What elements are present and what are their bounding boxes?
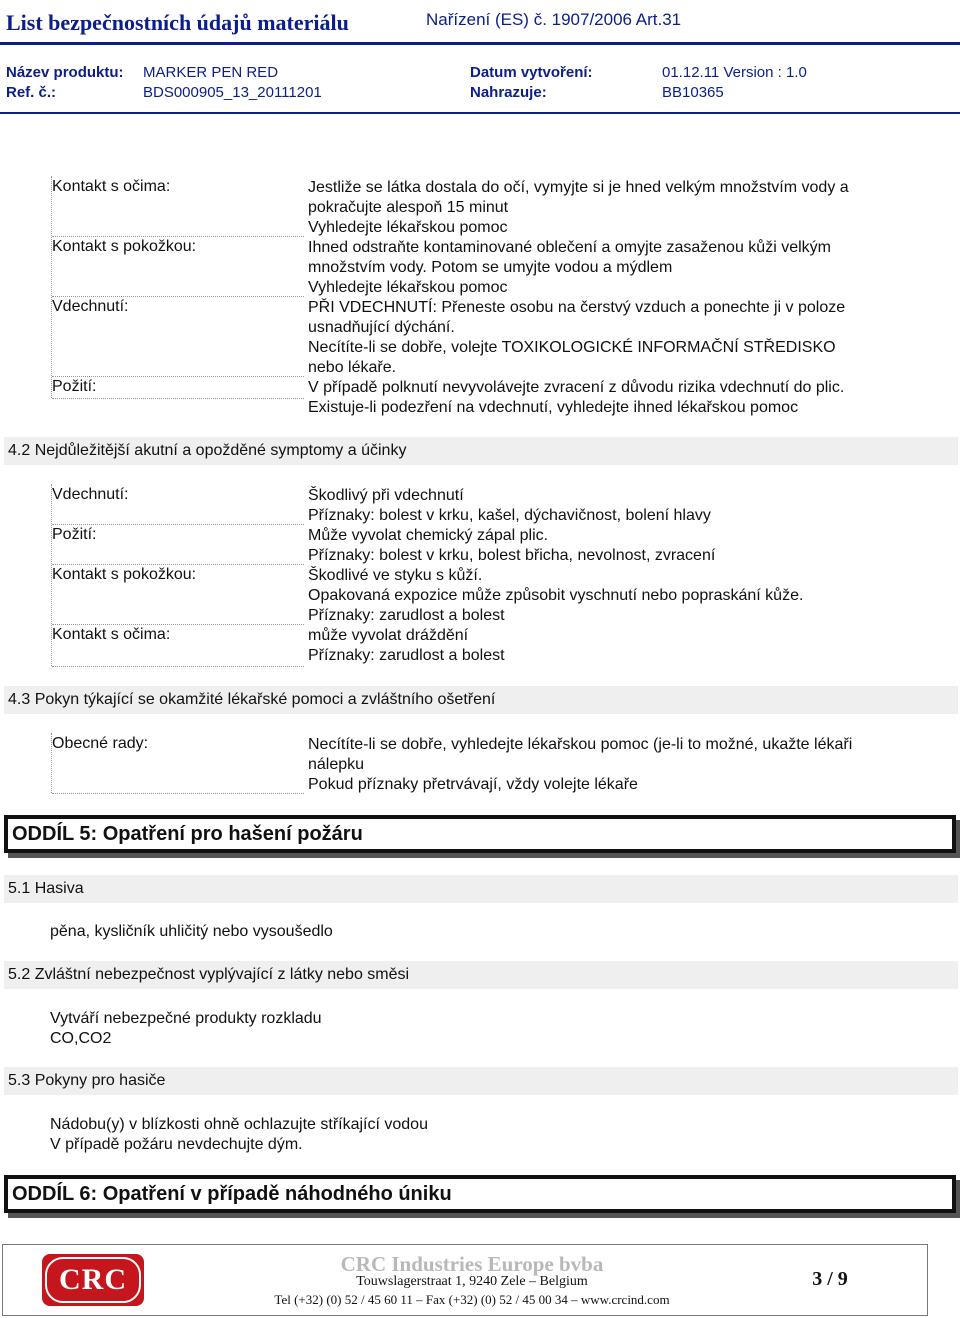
text-line: množstvím vody. Potom se umyjte vodou a mýdlem [308,259,673,276]
text-line: V případě požáru nevdechujte dým. [50,1136,303,1153]
symptoms-label-eyes: Kontakt s očima: [52,626,304,667]
text-line: Nádobu(y) v blízkosti ohně ochlazujte stříkající vodou [50,1116,428,1133]
text-line: Vyhledejte lékařskou pomoc [308,219,508,236]
subsection-4-2-heading: 4.2 Nejdůležitější akutní a opožděné symptomy a účinky [4,437,958,465]
text-line: Opakovaná expozice může způsobit vyschnutí nebo popraskání kůže. [308,587,804,604]
product-value: MARKER PEN RED [143,64,279,81]
text-line: Necítíte-li se dobře, volejte TOXIKOLOGICKÉ INFORMAČNÍ STŘEDISKO [308,339,836,356]
crc-logo-text: CRC [45,1257,141,1303]
regulation-reference: Nařízení (ES) č. 1907/2006 Art.31 [426,10,682,29]
first-aid-label-ingestion: Požití: [52,378,304,399]
advice-text [308,735,908,795]
crc-logo [42,1254,144,1306]
subsection-5-1-heading: 5.1 Hasiva [4,875,958,903]
first-aid-label-inhalation: Vdechnutí: [52,298,304,377]
text-line: Pokud příznaky přetrvávají, vždy volejte lékaře [308,776,638,793]
text-line: Příznaky: bolest v krku, bolest břicha, nevolnost, zvracení [308,547,716,564]
text-line: nebo lékaře. [308,359,397,376]
header-rule [0,42,960,45]
text-line: Příznaky: zarudlost a bolest [308,647,505,664]
subsection-4-3-heading: 4.3 Pokyn týkající se okamžité lékařské pomoci a zvláštního ošetření [4,686,958,714]
company-address: Touwslagerstraat 1, 9240 Zele – Belgium [356,1274,588,1289]
date-value: 01.12.11 Version : 1.0 [662,64,807,81]
advice-label: Obecné rady: [52,735,304,794]
symptoms-label-ingestion: Požití: [52,526,304,565]
text-line: pokračujte alespoň 15 minut [308,199,509,216]
replaces-label: Nahrazuje: [470,84,547,101]
subsection-5-2-heading: 5.2 Zvláštní nebezpečnost vyplývající z látky nebo směsi [4,961,958,989]
replaces-value: BB10365 [662,84,724,101]
subsection-5-3-heading: 5.3 Pokyny pro hasiče [4,1067,958,1095]
text-line: Existuje-li podezření na vdechnutí, vyhledejte ihned lékařskou pomoc [308,399,799,416]
page-number: 3 / 9 [812,1268,848,1290]
company-name: CRC Industries Europe bvba [340,1252,604,1276]
text-line: Necítíte-li se dobře, vyhledejte lékařskou pomoc (je-li to možné, ukažte lékaři [308,736,853,753]
text-line: Vyhledejte lékařskou pomoc [308,279,508,296]
text-line: může vyvolat dráždění [308,627,469,644]
text-line: Příznaky: bolest v krku, kašel, dýchavičnost, bolení hlavy [308,507,711,524]
extinguishing-media-text: pěna, kysličník uhličitý nebo vysoušedlo [50,923,333,940]
date-label: Datum vytvoření: [470,64,593,81]
first-aid-label-eyes: Kontakt s očima: [52,178,304,237]
company-contact: Tel (+32) (0) 52 / 45 60 11 – Fax (+32) (0) 52 / 45 00 34 – www.crcind.com [274,1292,670,1307]
text-line: Jestliže se látka dostala do očí, vymyjte si je hned velkým množstvím vody a [308,179,849,196]
text-line: Škodlivé ve styku s kůží. [308,567,483,584]
product-label: Název produktu: [6,64,124,81]
symptoms-text [308,486,908,666]
text-line: usnadňující dýchání. [308,319,455,336]
symptoms-label-inhalation: Vdechnutí: [52,486,304,525]
first-aid-label-skin: Kontakt s pokožkou: [52,238,304,297]
ref-label: Ref. č.: [6,84,57,101]
ref-value: BDS000905_13_20111201 [143,84,322,101]
text-line: PŘI VDECHNUTÍ: Přeneste osobu na čerstvý vzduch a ponechte ji v poloze [308,299,846,316]
firefighter-advice-text [50,1115,428,1155]
text-line: Může vyvolat chemický zápal plic. [308,527,549,544]
text-line: V případě polknutí nevyvolávejte zvracení z důvodu rizika vdechnutí do plic. [308,379,845,396]
section-6-title: ODDÍL 6: Opatření v případě náhodného úniku [4,1175,956,1213]
section-5-title: ODDÍL 5: Opatření pro hašení požáru [4,815,956,853]
text-line: Příznaky: zarudlost a bolest [308,607,505,624]
symptoms-label-skin: Kontakt s pokožkou: [52,566,304,625]
text-line: Ihned odstraňte kontaminované oblečení a omyjte zasaženou kůži velkým [308,239,831,256]
text-line: nálepku [308,756,365,773]
text-line: Vytváří nebezpečné produkty rozkladu [50,1010,322,1027]
text-line: CO,CO2 [50,1030,112,1047]
document-title: List bezpečnostních údajů materiálu [6,10,349,35]
first-aid-text [308,178,908,418]
special-hazards-text [50,1009,322,1049]
text-line: Škodlivý při vdechnutí [308,487,464,504]
header-rule-bottom [0,112,960,114]
